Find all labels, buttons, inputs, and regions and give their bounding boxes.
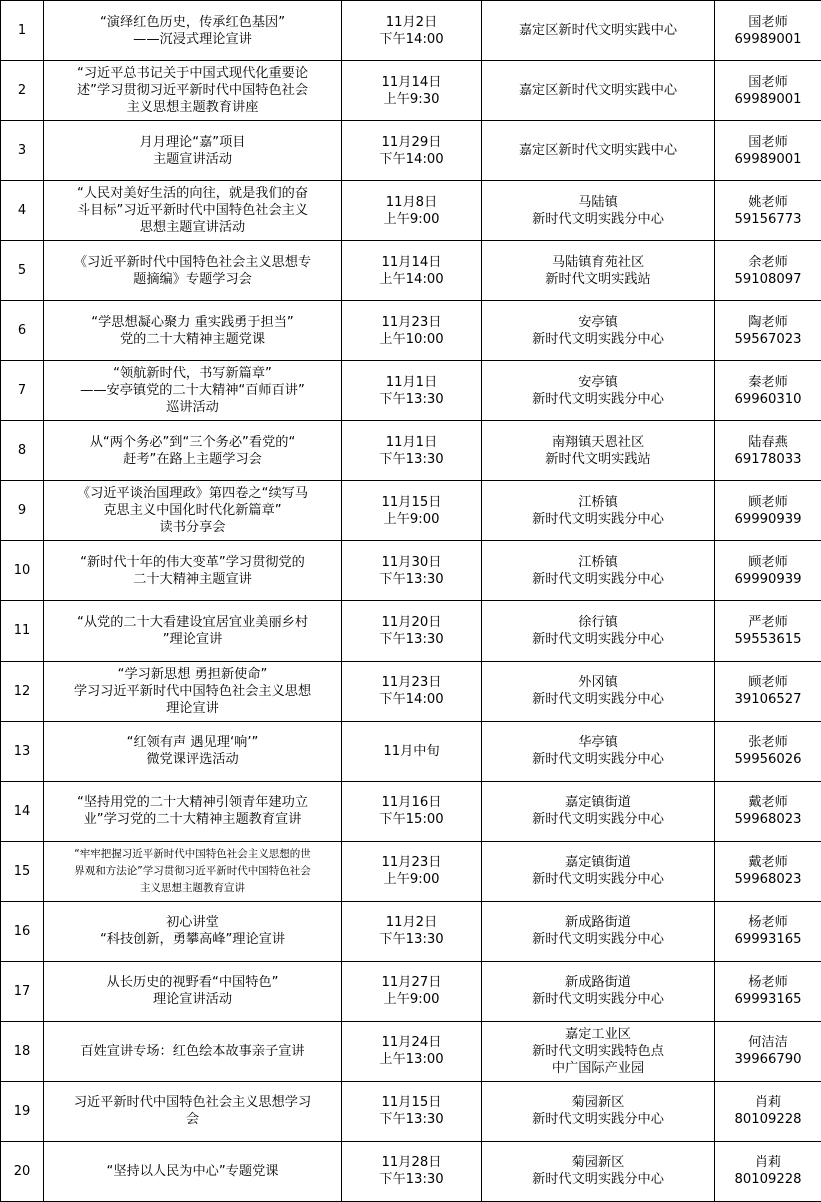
event-time-cell bbox=[342, 961, 482, 1021]
event-location-line: 华亭镇 bbox=[578, 735, 618, 751]
event-title-line: ——沉浸式理论宣讲 bbox=[133, 31, 252, 47]
event-time-cell bbox=[342, 181, 482, 241]
event-contact-cell bbox=[715, 241, 821, 301]
event-location-line: 嘉定镇街道 bbox=[565, 855, 631, 871]
event-time-line: 下午14:00 bbox=[379, 692, 444, 708]
event-title-line: 思想主题宣讲活动 bbox=[139, 220, 246, 236]
event-title-line: “新时代十年的伟大变革”学习贯彻党的 bbox=[80, 554, 305, 570]
event-contact-cell bbox=[715, 1, 821, 61]
event-time-cell bbox=[342, 601, 482, 661]
event-location-line: 嘉定区新时代文明实践中心 bbox=[518, 83, 678, 99]
event-title-line: 《习近平新时代中国特色社会主义思想专 bbox=[73, 254, 312, 270]
event-title-cell bbox=[44, 1081, 342, 1141]
event-title-line: 习近平新时代中国特色社会主义思想学习 bbox=[73, 1095, 312, 1111]
event-title-line: 业”学习党的二十大精神主题教育宣讲 bbox=[83, 812, 302, 828]
event-title-cell bbox=[44, 541, 342, 601]
event-time-cell bbox=[342, 481, 482, 541]
event-contact-cell bbox=[715, 301, 821, 361]
event-location-line: 嘉定区新时代文明实践中心 bbox=[518, 23, 678, 39]
event-contact-cell bbox=[715, 541, 821, 601]
event-location-line: 新时代文明实践特色点 bbox=[532, 1043, 664, 1059]
event-contact-line: 39106527 bbox=[734, 692, 802, 708]
event-contact-cell bbox=[715, 361, 821, 421]
event-title-cell bbox=[44, 301, 342, 361]
event-location-line: 新时代文明实践分中心 bbox=[532, 631, 664, 647]
event-time-line: 下午13:30 bbox=[379, 391, 444, 407]
table-row bbox=[1, 1, 821, 61]
event-location-cell bbox=[482, 601, 715, 661]
event-contact-line: 69989001 bbox=[734, 91, 802, 107]
event-contact-cell bbox=[715, 781, 821, 841]
event-title-cell bbox=[44, 421, 342, 481]
event-time-line: 下午13:30 bbox=[379, 932, 444, 948]
table-row bbox=[1, 361, 821, 421]
table-row bbox=[1, 481, 821, 541]
event-time-cell bbox=[342, 61, 482, 121]
event-location-line: 新时代文明实践分中心 bbox=[532, 872, 664, 888]
row-number: 10 bbox=[1, 541, 44, 601]
event-location-line: 新时代文明实践分中心 bbox=[532, 211, 664, 227]
event-contact-line: 59968023 bbox=[734, 872, 802, 888]
row-number: 19 bbox=[1, 1081, 44, 1141]
event-contact-cell bbox=[715, 421, 821, 481]
event-title-line: “学习新思想 勇担新使命” bbox=[117, 666, 268, 682]
event-time-line: 11月15日 bbox=[381, 1095, 442, 1111]
event-contact-line: 何洁洁 bbox=[748, 1035, 788, 1051]
event-title-cell bbox=[44, 841, 342, 901]
event-time-line: 上午14:00 bbox=[379, 271, 444, 287]
event-contact-line: 张老师 bbox=[748, 735, 788, 751]
event-contact-cell bbox=[715, 1021, 821, 1081]
table-row bbox=[1, 661, 821, 721]
row-number: 4 bbox=[1, 181, 44, 241]
row-number: 16 bbox=[1, 901, 44, 961]
event-location-line: 新时代文明实践分中心 bbox=[532, 331, 664, 347]
row-number: 3 bbox=[1, 121, 44, 181]
event-contact-line: 69993165 bbox=[734, 932, 802, 948]
table-row bbox=[1, 781, 821, 841]
event-time-line: 下午13:30 bbox=[379, 451, 444, 467]
event-location-line: 新时代文明实践分中心 bbox=[532, 752, 664, 768]
table-row bbox=[1, 1021, 821, 1081]
event-time-line: 11月1日 bbox=[385, 374, 438, 390]
row-number: 15 bbox=[1, 841, 44, 901]
event-contact-line: 肖莉 bbox=[754, 1155, 782, 1171]
event-title-line: “科技创新，勇攀高峰”理论宣讲 bbox=[99, 932, 286, 948]
event-location-line: 新时代文明实践分中心 bbox=[532, 571, 664, 587]
event-time-line: 11月2日 bbox=[385, 14, 438, 30]
event-time-line: 上午10:00 bbox=[379, 331, 444, 347]
event-time-line: 下午13:30 bbox=[379, 1172, 444, 1188]
row-number: 7 bbox=[1, 361, 44, 421]
event-title-line: “学思想凝心聚力 重实践勇于担当” bbox=[91, 314, 294, 330]
event-title-cell bbox=[44, 1141, 342, 1201]
event-time-cell bbox=[342, 121, 482, 181]
event-contact-line: 69960310 bbox=[734, 391, 802, 407]
event-title-line: 初心讲堂 bbox=[166, 915, 219, 931]
event-contact-line: 80109228 bbox=[734, 1112, 802, 1128]
event-time-line: 11月23日 bbox=[381, 675, 442, 691]
event-contact-line: 陶老师 bbox=[748, 314, 788, 330]
event-time-cell bbox=[342, 901, 482, 961]
event-location-line: 新时代文明实践分中心 bbox=[532, 812, 664, 828]
event-time-line: 11月15日 bbox=[381, 494, 442, 510]
event-title-cell bbox=[44, 601, 342, 661]
event-time-cell bbox=[342, 841, 482, 901]
event-contact-line: 国老师 bbox=[748, 14, 788, 30]
event-contact-line: 59156773 bbox=[734, 211, 802, 227]
event-title-cell bbox=[44, 121, 342, 181]
table-row bbox=[1, 1141, 821, 1201]
table-row bbox=[1, 1081, 821, 1141]
event-location-cell bbox=[482, 901, 715, 961]
event-location-cell bbox=[482, 661, 715, 721]
event-contact-line: 69993165 bbox=[734, 992, 802, 1008]
event-location-line: 菊园新区 bbox=[571, 1095, 625, 1111]
row-number: 13 bbox=[1, 721, 44, 781]
event-contact-cell bbox=[715, 601, 821, 661]
event-title-line: “习近平总书记关于中国式现代化重要论 bbox=[76, 66, 309, 82]
event-title-line: “坚持用党的二十大精神引领青年建功立 bbox=[76, 795, 309, 811]
event-contact-cell bbox=[715, 121, 821, 181]
table-row bbox=[1, 241, 821, 301]
event-time-line: 下午13:30 bbox=[379, 631, 444, 647]
event-contact-cell bbox=[715, 181, 821, 241]
event-title-line: 党的二十大精神主题党课 bbox=[119, 331, 266, 347]
row-number: 6 bbox=[1, 301, 44, 361]
event-time-cell bbox=[342, 1, 482, 61]
row-number: 9 bbox=[1, 481, 44, 541]
event-title-cell bbox=[44, 241, 342, 301]
event-contact-line: 余老师 bbox=[748, 254, 788, 270]
row-number: 8 bbox=[1, 421, 44, 481]
event-contact-line: 80109228 bbox=[734, 1172, 802, 1188]
event-location-line: 嘉定工业区 bbox=[565, 1026, 631, 1042]
event-time-line: 上午9:00 bbox=[383, 211, 440, 227]
event-location-cell bbox=[482, 1021, 715, 1081]
event-time-line: 下午15:00 bbox=[379, 812, 444, 828]
event-location-line: 安亭镇 bbox=[578, 374, 618, 390]
event-location-line: 新时代文明实践分中心 bbox=[532, 1112, 664, 1128]
event-location-line: 菊园新区 bbox=[571, 1155, 625, 1171]
event-title-line: 主义思想主题教育宣讲 bbox=[140, 881, 245, 894]
event-title-line: 赶考”在路上主题学习会 bbox=[123, 451, 262, 467]
event-title-line: “坚持以人民为中心”专题党课 bbox=[106, 1163, 279, 1179]
event-title-cell bbox=[44, 781, 342, 841]
event-title-cell bbox=[44, 361, 342, 421]
event-title-line: 克思主义中国化时代化新篇章” bbox=[103, 503, 282, 519]
event-time-line: 11月8日 bbox=[385, 194, 438, 210]
event-location-cell bbox=[482, 1, 715, 61]
event-title-cell bbox=[44, 1, 342, 61]
row-number: 17 bbox=[1, 961, 44, 1021]
event-location-cell bbox=[482, 181, 715, 241]
event-title-cell bbox=[44, 661, 342, 721]
row-number: 14 bbox=[1, 781, 44, 841]
event-title-line: 理论宣讲活动 bbox=[152, 992, 233, 1008]
event-location-cell bbox=[482, 721, 715, 781]
event-location-cell bbox=[482, 781, 715, 841]
event-location-cell bbox=[482, 1141, 715, 1201]
event-time-cell bbox=[342, 421, 482, 481]
event-contact-line: 秦老师 bbox=[748, 374, 788, 390]
event-time-line: 11月20日 bbox=[381, 614, 442, 630]
event-contact-line: 陆春燕 bbox=[748, 434, 788, 450]
event-title-line: 从长历史的视野看“中国特色” bbox=[106, 975, 279, 991]
event-location-line: 新时代文明实践分中心 bbox=[532, 932, 664, 948]
row-number: 11 bbox=[1, 601, 44, 661]
event-contact-cell bbox=[715, 901, 821, 961]
event-contact-line: 姚老师 bbox=[748, 194, 788, 210]
event-time-line: 11月28日 bbox=[381, 1155, 442, 1171]
event-title-line: 题摘编》专题学习会 bbox=[133, 271, 252, 287]
event-title-line: 《习近平谈治国理政》第四卷之“续写马 bbox=[76, 486, 309, 502]
event-time-line: 11月16日 bbox=[381, 795, 442, 811]
event-title-cell bbox=[44, 961, 342, 1021]
event-title-line: “演绎红色历史，传承红色基因” bbox=[99, 14, 286, 30]
event-contact-line: 69989001 bbox=[734, 31, 802, 47]
event-title-cell bbox=[44, 901, 342, 961]
event-title-line: 学习习近平新时代中国特色社会主义思想 bbox=[73, 683, 312, 699]
event-contact-line: 杨老师 bbox=[748, 915, 788, 931]
event-contact-line: 59968023 bbox=[734, 812, 802, 828]
event-contact-line: 国老师 bbox=[748, 74, 788, 90]
table-row bbox=[1, 301, 821, 361]
event-location-line: 新时代文明实践站 bbox=[545, 451, 651, 467]
event-contact-line: 戴老师 bbox=[748, 855, 788, 871]
event-location-line: 新成路街道 bbox=[565, 915, 631, 931]
event-contact-cell bbox=[715, 961, 821, 1021]
event-title-cell bbox=[44, 181, 342, 241]
event-title-cell bbox=[44, 61, 342, 121]
event-time-line: 11月24日 bbox=[381, 1035, 442, 1051]
event-location-line: 江桥镇 bbox=[578, 554, 618, 570]
event-contact-line: 69990939 bbox=[734, 571, 802, 587]
event-contact-line: 严老师 bbox=[748, 614, 788, 630]
event-title-line: “人民对美好生活的向往，就是我们的奋 bbox=[76, 186, 309, 202]
event-location-cell bbox=[482, 541, 715, 601]
row-number: 5 bbox=[1, 241, 44, 301]
event-contact-line: 杨老师 bbox=[748, 975, 788, 991]
event-time-line: 11月14日 bbox=[381, 74, 442, 90]
event-title-line: ——安亭镇党的二十大精神“百师百讲” bbox=[80, 383, 305, 399]
event-location-line: 中广国际产业园 bbox=[551, 1060, 645, 1076]
event-time-cell bbox=[342, 721, 482, 781]
event-title-line: 读书分享会 bbox=[159, 520, 226, 536]
row-number: 18 bbox=[1, 1021, 44, 1081]
event-time-line: 上午13:00 bbox=[379, 1052, 444, 1068]
event-location-cell bbox=[482, 301, 715, 361]
event-location-line: 新时代文明实践分中心 bbox=[532, 992, 664, 1008]
event-contact-line: 59956026 bbox=[734, 752, 802, 768]
event-time-line: 11月2日 bbox=[385, 915, 438, 931]
event-time-line: 下午14:00 bbox=[379, 31, 444, 47]
table-row bbox=[1, 601, 821, 661]
table-row bbox=[1, 181, 821, 241]
event-location-cell bbox=[482, 1081, 715, 1141]
event-location-line: 嘉定镇街道 bbox=[565, 795, 631, 811]
event-time-line: 上午9:00 bbox=[383, 992, 440, 1008]
event-location-line: 安亭镇 bbox=[578, 314, 618, 330]
event-contact-line: 69178033 bbox=[734, 451, 802, 467]
event-time-cell bbox=[342, 541, 482, 601]
event-contact-line: 69989001 bbox=[734, 151, 802, 167]
table-row bbox=[1, 421, 821, 481]
event-contact-line: 69990939 bbox=[734, 511, 802, 527]
event-location-line: 外冈镇 bbox=[578, 675, 618, 691]
event-title-line: “牢牢把握习近平新时代中国特色社会主义思想的世 bbox=[74, 847, 311, 860]
table-row bbox=[1, 901, 821, 961]
event-location-cell bbox=[482, 61, 715, 121]
event-location-cell bbox=[482, 481, 715, 541]
event-contact-line: 39966790 bbox=[734, 1052, 802, 1068]
event-time-line: 上午9:00 bbox=[383, 872, 440, 888]
event-time-cell bbox=[342, 361, 482, 421]
event-location-line: 新时代文明实践分中心 bbox=[532, 511, 664, 527]
event-title-line: 理论宣讲 bbox=[166, 700, 219, 716]
event-location-cell bbox=[482, 961, 715, 1021]
event-location-cell bbox=[482, 241, 715, 301]
event-contact-line: 顾老师 bbox=[748, 675, 788, 691]
event-location-line: 新时代文明实践分中心 bbox=[532, 391, 664, 407]
table-row bbox=[1, 841, 821, 901]
event-time-line: 11月30日 bbox=[381, 554, 442, 570]
event-contact-cell bbox=[715, 481, 821, 541]
event-contact-cell bbox=[715, 721, 821, 781]
event-time-cell bbox=[342, 1081, 482, 1141]
event-location-line: 新成路街道 bbox=[565, 975, 631, 991]
event-location-cell bbox=[482, 361, 715, 421]
table-row bbox=[1, 961, 821, 1021]
event-title-line: 从“两个务必”到“三个务必”看党的“ bbox=[89, 434, 296, 450]
event-location-line: 嘉定区新时代文明实践中心 bbox=[518, 143, 678, 159]
event-contact-cell bbox=[715, 661, 821, 721]
event-time-line: 11月中旬 bbox=[383, 743, 440, 759]
event-title-line: 微党课评选活动 bbox=[146, 752, 239, 768]
event-location-line: 马陆镇 bbox=[578, 194, 618, 210]
row-number: 12 bbox=[1, 661, 44, 721]
event-time-cell bbox=[342, 661, 482, 721]
event-title-line: 斗目标”习近平新时代中国特色社会主义 bbox=[76, 203, 309, 219]
event-location-line: 马陆镇育苑社区 bbox=[551, 254, 645, 270]
event-title-cell bbox=[44, 1021, 342, 1081]
event-title-line: 会 bbox=[185, 1112, 200, 1128]
event-title-line: “从党的二十大看建设宜居宜业美丽乡村 bbox=[76, 614, 309, 630]
event-title-line: “领航新时代，书写新篇章” bbox=[113, 366, 272, 382]
table-row bbox=[1, 61, 821, 121]
event-location-cell bbox=[482, 121, 715, 181]
event-time-line: 11月23日 bbox=[381, 314, 442, 330]
event-location-line: 江桥镇 bbox=[578, 494, 618, 510]
events-table-body bbox=[1, 1, 821, 1202]
event-time-line: 11月29日 bbox=[381, 134, 442, 150]
event-time-line: 下午13:30 bbox=[379, 571, 444, 587]
event-title-line: 百姓宣讲专场：红色绘本故事亲子宣讲 bbox=[80, 1043, 305, 1059]
row-number: 1 bbox=[1, 1, 44, 61]
event-time-line: 下午14:00 bbox=[379, 151, 444, 167]
event-time-line: 11月27日 bbox=[381, 975, 442, 991]
event-time-cell bbox=[342, 781, 482, 841]
row-number: 2 bbox=[1, 61, 44, 121]
event-title-line: 述”学习贯彻习近平新时代中国特色社会 bbox=[76, 83, 309, 99]
table-row bbox=[1, 121, 821, 181]
table-row bbox=[1, 541, 821, 601]
event-contact-line: 顾老师 bbox=[748, 494, 788, 510]
event-title-line: 主题宣讲活动 bbox=[152, 151, 233, 167]
event-location-line: 南翔镇天恩社区 bbox=[551, 434, 645, 450]
event-contact-line: 国老师 bbox=[748, 134, 788, 150]
event-location-line: 徐行镇 bbox=[578, 614, 618, 630]
event-title-line: “红领有声 遇见理‘响’” bbox=[126, 735, 259, 751]
event-contact-line: 59108097 bbox=[734, 271, 802, 287]
event-contact-line: 戴老师 bbox=[748, 795, 788, 811]
event-title-line: 二十大精神主题宣讲 bbox=[133, 571, 252, 587]
event-contact-line: 59553615 bbox=[734, 631, 802, 647]
event-contact-cell bbox=[715, 1141, 821, 1201]
event-title-line: 月月理论“嘉”项目 bbox=[139, 134, 246, 150]
event-time-cell bbox=[342, 301, 482, 361]
event-title-line: ”理论宣讲 bbox=[162, 631, 223, 647]
event-contact-cell bbox=[715, 841, 821, 901]
event-location-cell bbox=[482, 421, 715, 481]
event-location-line: 新时代文明实践站 bbox=[545, 271, 651, 287]
event-time-line: 上午9:00 bbox=[383, 511, 440, 527]
event-location-line: 新时代文明实践分中心 bbox=[532, 1172, 664, 1188]
event-contact-line: 肖莉 bbox=[754, 1095, 782, 1111]
event-title-line: 巡讲活动 bbox=[166, 400, 219, 416]
row-number: 20 bbox=[1, 1141, 44, 1201]
event-time-line: 11月1日 bbox=[385, 434, 438, 450]
event-time-line: 下午13:30 bbox=[379, 1112, 444, 1128]
event-time-cell bbox=[342, 1141, 482, 1201]
event-time-line: 11月14日 bbox=[381, 254, 442, 270]
event-location-line: 新时代文明实践分中心 bbox=[532, 692, 664, 708]
event-time-line: 上午9:30 bbox=[383, 91, 440, 107]
event-contact-cell bbox=[715, 61, 821, 121]
event-title-cell bbox=[44, 481, 342, 541]
table-row bbox=[1, 721, 821, 781]
event-contact-line: 59567023 bbox=[734, 331, 802, 347]
event-title-line: 界观和方法论”学习贯彻习近平新时代中国特色社会 bbox=[74, 864, 311, 877]
event-title-line: 主义思想主题教育讲座 bbox=[126, 100, 259, 116]
event-time-cell bbox=[342, 241, 482, 301]
event-time-line: 11月23日 bbox=[381, 855, 442, 871]
event-contact-line: 顾老师 bbox=[748, 554, 788, 570]
event-location-cell bbox=[482, 841, 715, 901]
event-contact-cell bbox=[715, 1081, 821, 1141]
event-title-cell bbox=[44, 721, 342, 781]
event-time-cell bbox=[342, 1021, 482, 1081]
